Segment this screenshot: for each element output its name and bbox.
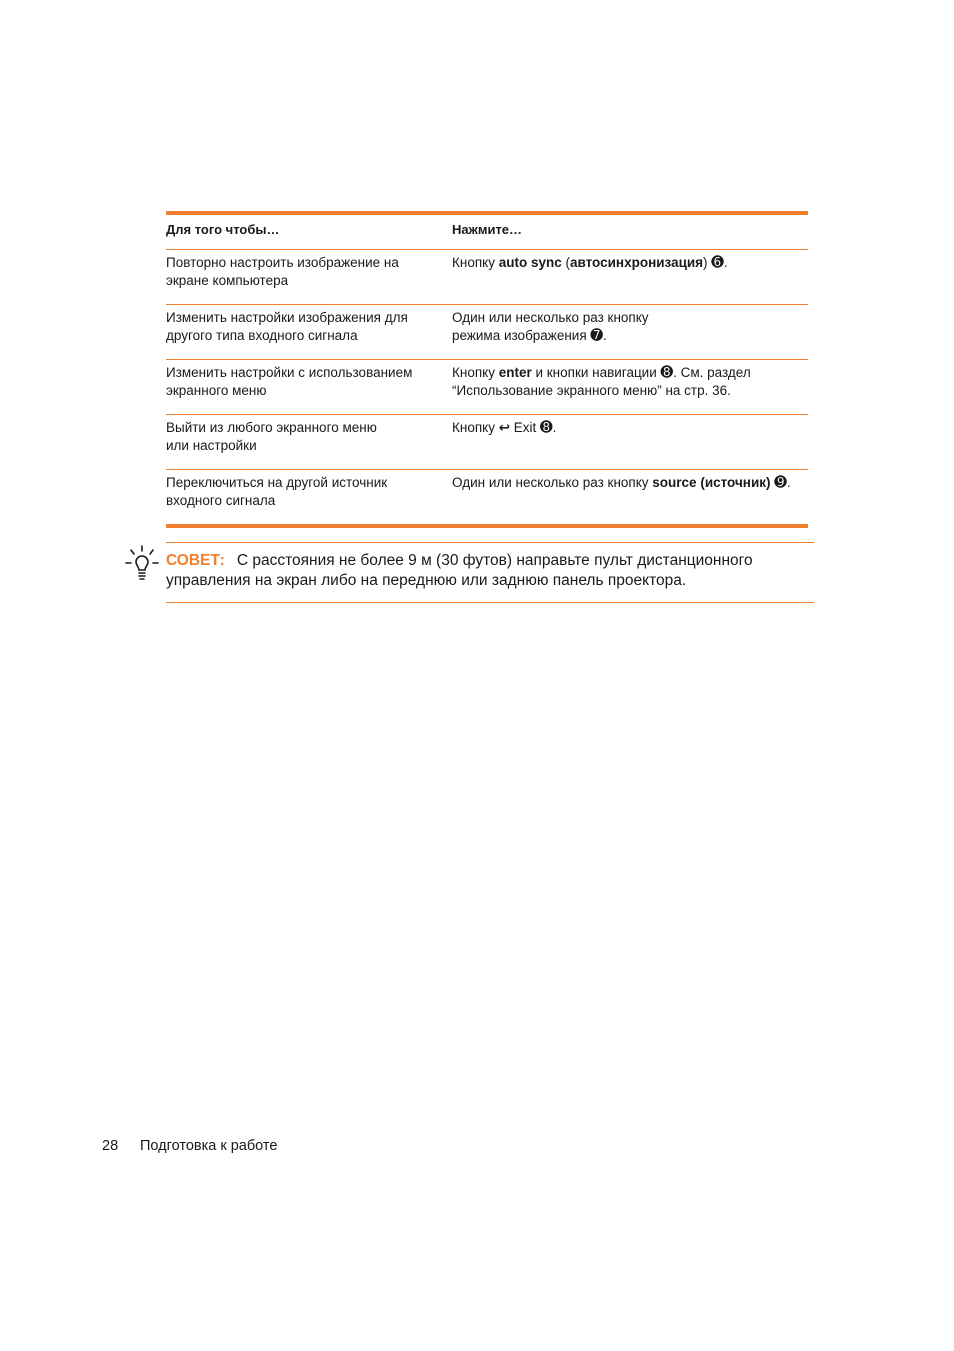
row-action: Переключиться на другой источник входного сигнала bbox=[166, 475, 388, 508]
tip-top-rule bbox=[166, 542, 814, 543]
lightbulb-icon bbox=[124, 544, 160, 582]
row-action: Повторно настроить изображение на экране компьютера bbox=[166, 255, 399, 288]
button-number-9: ➒ bbox=[774, 474, 787, 491]
button-number-7: ➐ bbox=[590, 327, 603, 344]
table-header bbox=[166, 215, 808, 249]
tip-text bbox=[166, 551, 786, 591]
header-press: Нажмите… bbox=[452, 222, 523, 237]
row-press: Кнопку ↩ Exit ➑. bbox=[452, 419, 557, 436]
button-number-6: ➏ bbox=[711, 254, 724, 271]
table-row bbox=[166, 470, 808, 524]
row-action: Выйти из любого экранного меню или настройки bbox=[166, 420, 377, 453]
row-action: Изменить настройки изображения для другого типа входного сигнала bbox=[166, 310, 408, 343]
page-number: 28 bbox=[102, 1138, 119, 1154]
row-press: Один или несколько раз кнопку source (источник) ➒. bbox=[452, 474, 791, 491]
tip-bottom-rule bbox=[166, 602, 814, 603]
tip-label: СОВЕТ: bbox=[166, 552, 225, 569]
table-row bbox=[166, 360, 808, 414]
return-arrow-icon: ↩ bbox=[498, 420, 511, 435]
tip-body: С расстояния не более 9 м (30 футов) направьте пульт дистанционного управления на экран либо на переднюю или заднюю панель проектора. bbox=[166, 552, 753, 589]
button-number-8: ➑ bbox=[540, 419, 553, 436]
table-row bbox=[166, 250, 808, 304]
table-row bbox=[166, 305, 808, 359]
instruction-table bbox=[166, 211, 808, 528]
row-press: Кнопку enter и кнопки навигации ➑. См. раздел “Использование экранного меню” на стр. 36. bbox=[452, 364, 751, 398]
row-press: Кнопку auto sync (автосинхронизация) ➏. bbox=[452, 254, 728, 271]
header-action: Для того чтобы… bbox=[166, 222, 280, 237]
button-number-8: ➑ bbox=[660, 364, 674, 381]
table-row bbox=[166, 415, 808, 469]
row-action: Изменить настройки с использованием экранного меню bbox=[166, 365, 413, 398]
section-title: Подготовка к работе bbox=[140, 1138, 278, 1154]
row-press: Один или несколько раз кнопку режима изображения ➐. bbox=[452, 310, 649, 344]
table-bottom-rule bbox=[166, 524, 808, 528]
